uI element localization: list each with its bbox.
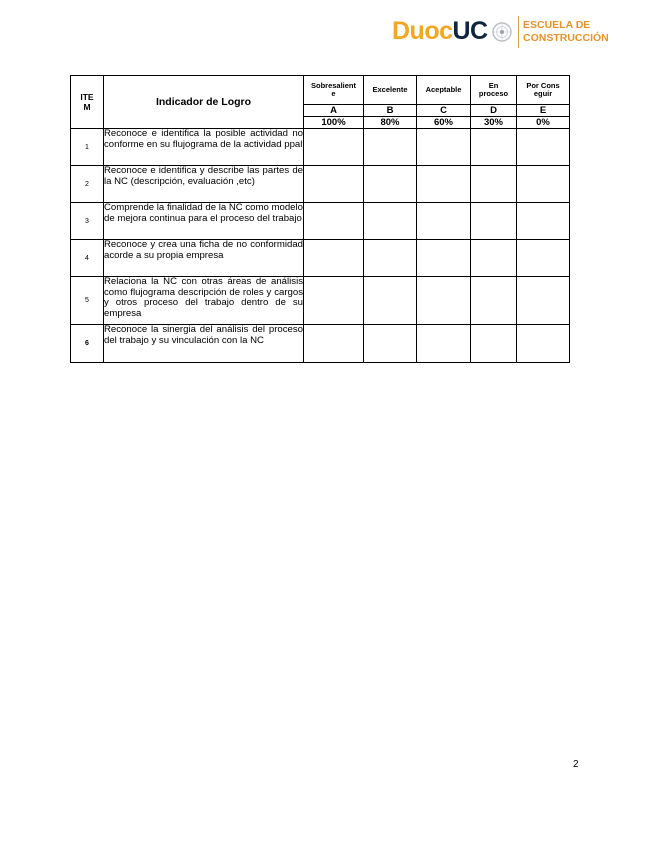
item-number: 5 (71, 277, 104, 325)
level-header-sobresaliente: Sobresaliente (304, 76, 364, 105)
indicator-text: Reconoce e identifica la posible actividad no conforme en su flujograma de la actividad ppal (104, 129, 304, 166)
score-cell[interactable] (364, 203, 417, 240)
level-percent: 0% (517, 117, 570, 129)
duoc-uc-logo (392, 14, 609, 50)
logo-school-line2: CONSTRUCCIÓN (523, 32, 609, 44)
level-percent: 60% (417, 117, 471, 129)
score-cell[interactable] (304, 240, 364, 277)
level-percent: 80% (364, 117, 417, 129)
item-number: 6 (71, 325, 104, 363)
table-row (71, 325, 570, 363)
duoc-seal-icon (491, 20, 513, 44)
level-letter: D (471, 105, 517, 117)
indicator-text: Reconoce e identifica y describe las partes de la NC (descripción, evaluación ,etc) (104, 166, 304, 203)
score-cell[interactable] (417, 240, 471, 277)
score-cell[interactable] (471, 277, 517, 325)
page-number: 2 (573, 759, 579, 770)
level-header-aceptable: Aceptable (417, 76, 471, 105)
score-cell[interactable] (364, 240, 417, 277)
score-cell[interactable] (471, 325, 517, 363)
item-number: 2 (71, 166, 104, 203)
item-number: 4 (71, 240, 104, 277)
score-cell[interactable] (471, 240, 517, 277)
score-cell[interactable] (417, 277, 471, 325)
score-cell[interactable] (517, 325, 570, 363)
score-cell[interactable] (304, 277, 364, 325)
logo-wordmark (392, 16, 488, 46)
level-letter: C (417, 105, 471, 117)
score-cell[interactable] (417, 166, 471, 203)
evaluation-rubric-table (70, 75, 570, 363)
table-row (71, 129, 570, 166)
score-cell[interactable] (364, 277, 417, 325)
score-cell[interactable] (417, 203, 471, 240)
indicator-text: Reconoce y crea una ficha de no conformidad acorde a su propia empresa (104, 240, 304, 277)
level-letter: B (364, 105, 417, 117)
item-number: 1 (71, 129, 104, 166)
score-cell[interactable] (364, 129, 417, 166)
item-number: 3 (71, 203, 104, 240)
score-cell[interactable] (517, 203, 570, 240)
score-cell[interactable] (304, 325, 364, 363)
score-cell[interactable] (517, 129, 570, 166)
logo-school-line1: ESCUELA DE (523, 19, 591, 31)
table-row (71, 166, 570, 203)
score-cell[interactable] (517, 277, 570, 325)
indicator-text: Comprende la finalidad de la NC como modelo de mejora continua para el proceso del trabajo (104, 203, 304, 240)
indicator-text: Reconoce la sinergia del análisis del proceso del trabajo y su vinculación con la NC (104, 325, 304, 363)
level-letter: E (517, 105, 570, 117)
logo-divider (518, 16, 519, 48)
indicator-header: Indicador de Logro (104, 76, 304, 129)
item-header: ITE M (71, 76, 104, 129)
table-row (71, 240, 570, 277)
score-cell[interactable] (471, 166, 517, 203)
score-cell[interactable] (471, 129, 517, 166)
logo-school-name (523, 19, 609, 45)
score-cell[interactable] (417, 325, 471, 363)
level-percent: 30% (471, 117, 517, 129)
score-cell[interactable] (364, 325, 417, 363)
score-cell[interactable] (304, 203, 364, 240)
score-cell[interactable] (304, 129, 364, 166)
logo-uc-text: UC (452, 17, 488, 45)
score-cell[interactable] (517, 240, 570, 277)
indicator-text: Relaciona la NC con otras áreas de análisis como flujograma descripción de roles y cargos y otros proceso del trabajo dentro de su empresa (104, 277, 304, 325)
level-header-excelente: Excelente (364, 76, 417, 105)
logo-duoc-text: Duoc (392, 17, 453, 45)
table-row (71, 203, 570, 240)
score-cell[interactable] (364, 166, 417, 203)
score-cell[interactable] (304, 166, 364, 203)
score-cell[interactable] (417, 129, 471, 166)
score-cell[interactable] (517, 166, 570, 203)
level-letter: A (304, 105, 364, 117)
level-header-por-conseguir: Por Conseguir (517, 76, 570, 105)
score-cell[interactable] (471, 203, 517, 240)
level-percent: 100% (304, 117, 364, 129)
table-row (71, 277, 570, 325)
level-header-en-proceso: En proceso (471, 76, 517, 105)
